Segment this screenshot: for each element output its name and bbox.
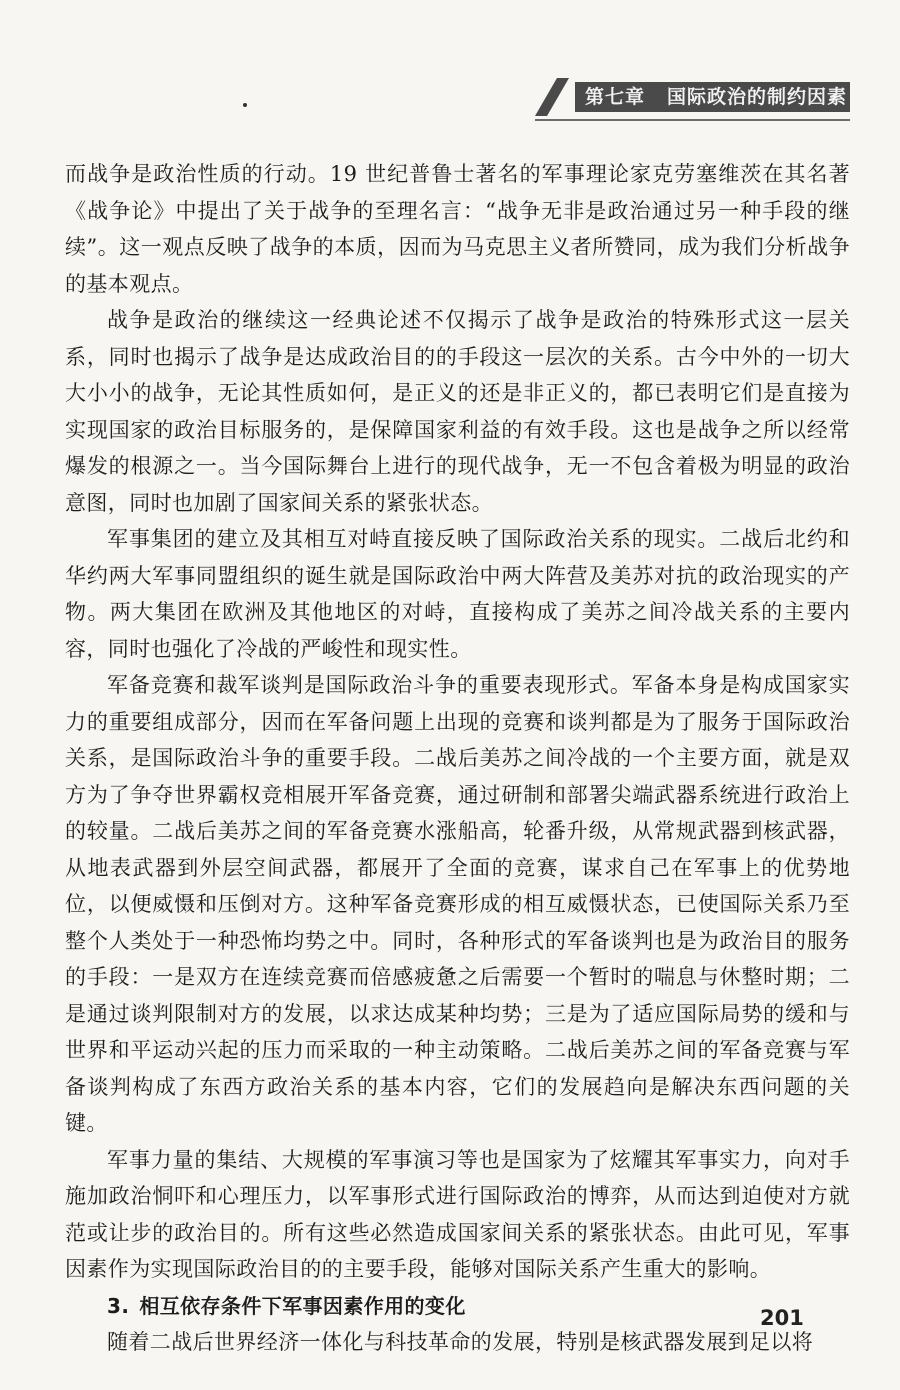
running-header <box>535 78 850 116</box>
section-number: 3. <box>107 1293 130 1318</box>
paragraph-6: 随着二战后世界经济一体化与科技革命的发展，特别是核武器发展到足以将 <box>107 1330 814 1354</box>
header-rule <box>535 119 850 121</box>
paragraph-4: 军备竞赛和裁军谈判是国际政治斗争的重要表现形式。军备本身是构成国家实力的重要组成部分，因而在军备问题上出现的竞赛和谈判都是为了服务于国际政治关系，是国际政治斗争的重要手段。二战后美苏之间冷战的一个主要方面，就是双方为了争夺世界霸权竞相展开军备竞赛，通过研制和部署尖端武器系统进行政治上的较量。二战后美苏之间的军备竞赛水涨船高，轮番升级，从常规武器到核武器，从地表武器到外层空间武器，都展开了全面的竞赛，谋求自己在军事上的优势地位，以便威慑和压倒对方。这种军备竞赛形成的相互威慑状态，已使国际关系乃至整个人类处于一种恐怖均势之中。同时，各种形式的军备谈判也是为政治目的服务的手段：一是双方在连续竞赛而倍感疲惫之后需要一个暂时的喘息与休整时期；二是通过谈判限制对方的发展，以求达成某种均势；三是为了适应国际局势的缓和与世界和平运动兴起的压力而采取的一种主动策略。二战后美苏之间的军备竞赛与军备谈判构成了东西方政治关系的基本内容，它们的发展趋向是解决东西问题的关键。 <box>65 673 850 1135</box>
header-slash-decoration <box>535 78 569 116</box>
paragraph-2: 战争是政治的继续这一经典论述不仅揭示了战争是政治的特殊形式这一层关系，同时也揭示了战争是达成政治目的的手段这一层次的关系。古今中外的一切大大小小的战争，无论其性质如何，是正义的还是非正义的，都已表明它们是直接为实现国家的政治目标服务的，是保障国家利益的有效手段。这也是战争之所以经常爆发的根源之一。当今国际舞台上进行的现代战争，无一不包含着极为明显的政治意图，同时也加剧了国家间关系的紧张状态。 <box>65 308 850 515</box>
paragraph-5: 军事力量的集结、大规模的军事演习等也是国家为了炫耀其军事实力，向对手施加政治恫吓和心理压力，以军事形式进行国际政治的博弈，从而达到迫使对方就范或让步的政治目的。所有这些必然造成国家间关系的紧张状态。由此可见，军事因素作为实现国际政治目的的主要手段，能够对国际关系产生重大的影响。 <box>65 1147 850 1281</box>
section-heading <box>65 1288 850 1325</box>
paragraph-3: 军事集团的建立及其相互对峙直接反映了国际政治关系的现实。二战后北约和华约两大军事同盟组织的诞生就是国际政治中两大阵营及美苏对抗的政治现实的产物。两大集团在欧洲及其他地区的对峙，直接构成了美苏之间冷战关系的主要内容，同时也强化了冷战的严峻性和现实性。 <box>65 527 850 661</box>
print-speck <box>243 103 247 107</box>
chapter-title: 国际政治的制约因素 <box>667 86 848 108</box>
chapter-number: 第七章 <box>585 86 646 108</box>
page-number: 201 <box>760 1306 804 1330</box>
body-text <box>65 156 850 1361</box>
paragraph-1: 而战争是政治性质的行动。19 世纪普鲁士著名的军事理论家克劳塞维茨在其名著《战争论》中提出了关于战争的至理名言：“战争无非是政治通过另一种手段的继续”。这一观点反映了战争的本质，因而为马克思主义者所赞同，成为我们分析战争的基本观点。 <box>65 162 850 296</box>
section-title: 相互依存条件下军事因素作用的变化 <box>139 1293 466 1318</box>
header-title-box <box>575 82 850 112</box>
